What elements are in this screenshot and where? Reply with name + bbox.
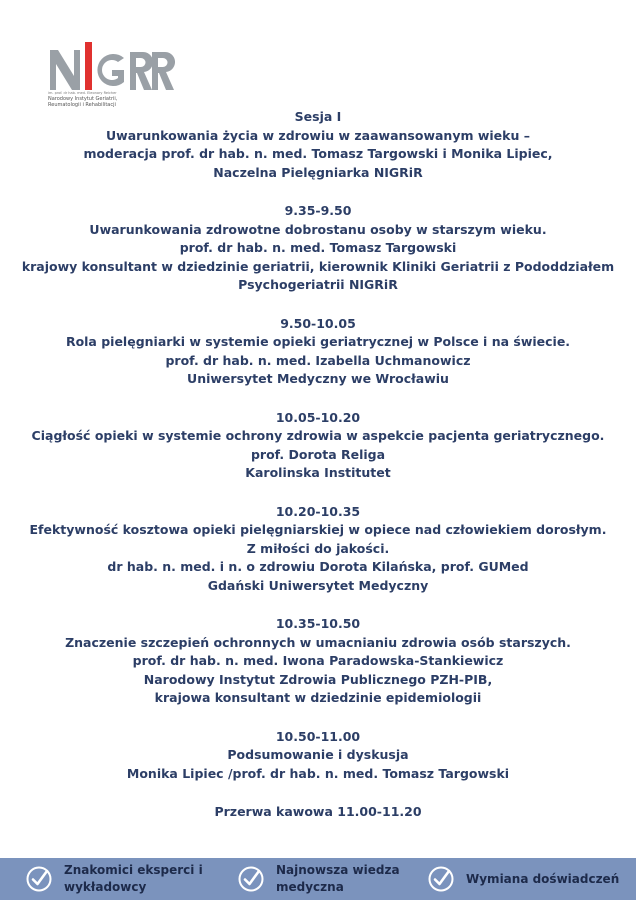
talk-time: 10.20-10.35 bbox=[275, 503, 361, 519]
talk-line: krajowa konsultant w dziedzinie epidemiologii bbox=[154, 690, 482, 705]
talk-time: 10.35-10.50 bbox=[275, 616, 361, 631]
talk-block bbox=[0, 202, 636, 295]
talk-line: Narodowy Instytut Zdrowia Publicznego PZH-PIB, bbox=[143, 671, 493, 687]
talk-time: 9.50-10.05 bbox=[280, 315, 356, 331]
badge-exchange bbox=[428, 858, 634, 900]
talk-line: krajowy konsultant w dziedzinie geriatrii, kierownik Kliniki Geriatrii z Pododdziałem bbox=[21, 258, 615, 274]
talk-line: Rola pielęgniarki w systemie opieki geriatrycznej w Polsce i na świecie. bbox=[65, 334, 571, 349]
coffee-break-block bbox=[0, 803, 636, 822]
session-title-line: Uwarunkowania życia w zdrowiu w zaawansowanym wieku – bbox=[106, 127, 530, 143]
badge-label bbox=[64, 862, 203, 896]
check-circle-icon bbox=[428, 866, 454, 892]
talk-line: Monika Lipiec /prof. dr hab. n. med. Tomasz Targowski bbox=[126, 765, 510, 781]
footer-banner bbox=[0, 858, 636, 900]
talk-time: 10.50-11.00 bbox=[275, 728, 361, 744]
talk-line: dr hab. n. med. i n. o zdrowiu Dorota Kilańska, prof. GUMed bbox=[107, 559, 529, 574]
badge-experts bbox=[26, 858, 226, 900]
talk-line: prof. dr hab. n. med. Izabella Uchmanowicz bbox=[165, 352, 471, 368]
talk-line: Uniwersytet Medyczny we Wrocławiu bbox=[187, 371, 449, 386]
talk-line: Podsumowanie i dyskusja bbox=[227, 747, 409, 762]
session-title-line: Naczelna Pielęgniarka NIGRiR bbox=[213, 164, 423, 180]
coffee-break: Przerwa kawowa 11.00-11.20 bbox=[214, 804, 422, 819]
talk-line: Efektywność kosztowa opieki pielęgniarskiej w opiece nad człowiekiem dorosłym. bbox=[29, 522, 607, 537]
check-circle-icon bbox=[26, 866, 52, 892]
badge-label bbox=[276, 862, 400, 896]
talk-time: 9.35-9.50 bbox=[284, 203, 352, 218]
badge-knowledge bbox=[238, 858, 418, 900]
talk-line: prof. Dorota Religa bbox=[250, 446, 386, 462]
talk-line: prof. dr hab. n. med. Iwona Paradowska-Stankiewicz bbox=[132, 653, 504, 668]
badge-label-line: Znakomici eksperci i bbox=[64, 863, 203, 877]
talk-line: Psychogeriatrii NIGRiR bbox=[238, 277, 398, 292]
session-heading: Sesja I bbox=[294, 109, 342, 124]
talk-line: Ciągłość opieki w systemie ochrony zdrowia w aspekcie pacjenta geriatrycznego. bbox=[31, 428, 605, 443]
talk-block bbox=[0, 615, 636, 708]
talk-line: Uwarunkowania zdrowotne dobrostanu osoby w starszym wieku. bbox=[89, 221, 547, 237]
talk-line: Karolinska Institutet bbox=[245, 465, 391, 480]
talk-line: Znaczenie szczepień ochronnych w umacnianiu zdrowia osób starszych. bbox=[65, 634, 571, 650]
badge-label-line: medyczna bbox=[276, 880, 344, 894]
logo-name-line2: Reumatologii i Rehabilitacji bbox=[48, 102, 116, 108]
logo-name-line1: Narodowy Instytut Geriatrii, bbox=[48, 96, 118, 102]
nigrr-logo bbox=[48, 40, 178, 112]
session-title-line: moderacja prof. dr hab. n. med. Tomasz Targowski i Monika Lipiec, bbox=[83, 146, 553, 161]
badge-label-line: Najnowsza wiedza bbox=[276, 863, 400, 877]
talk-block bbox=[0, 728, 636, 784]
program-content bbox=[0, 108, 636, 842]
talk-time: 10.05-10.20 bbox=[275, 409, 361, 425]
badge-label-line: Wymiana doświadczeń bbox=[466, 871, 620, 886]
session-block bbox=[0, 108, 636, 182]
logo-small-text: im. prof. dr hab. med. Eleonory Reicher bbox=[48, 91, 117, 95]
badge-label-line: wykładowcy bbox=[64, 880, 147, 894]
talk-line: prof. dr hab. n. med. Tomasz Targowski bbox=[179, 240, 457, 255]
talk-line: Z miłości do jakości. bbox=[246, 540, 390, 556]
nigrr-logo-mark bbox=[48, 40, 178, 92]
talk-line: Gdański Uniwersytet Medyczny bbox=[207, 577, 429, 593]
check-circle-icon bbox=[238, 866, 264, 892]
talk-block bbox=[0, 409, 636, 483]
talk-block bbox=[0, 503, 636, 596]
badge-label bbox=[466, 871, 619, 888]
talk-block bbox=[0, 315, 636, 389]
logo-caption bbox=[48, 90, 117, 108]
